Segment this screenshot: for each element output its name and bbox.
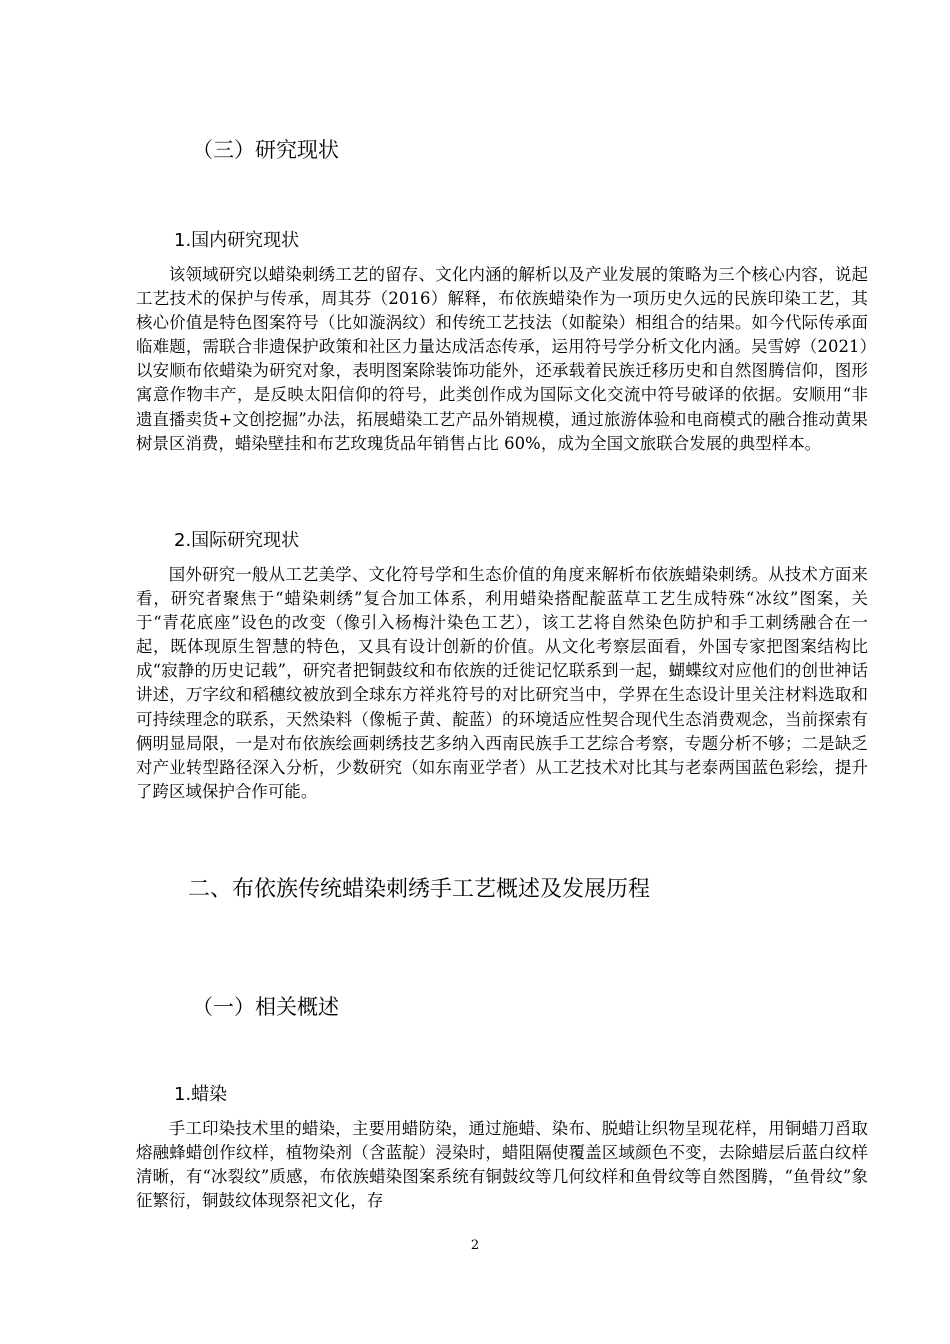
section-title-related-overview: （一）相关概述 <box>192 995 339 1019</box>
paragraph-domestic-research: 该领域研究以蜡染刺绣工艺的留存、文化内涵的解析以及产业发展的策略为三个核心内容，说起工艺技术的保护与传承，周其芬（2016）解释，布依族蜡染作为一项历史久远的民族印染工艺，其核心价值是特色图案符号（比如漩涡纹）和传统工艺技法（如靛染）相组合的结果。如今代际传承面临难题，需联合非遗保护政策和社区力量达成活态传承，运用符号学分析文化内涵。吴雪婷（2021）以安顺布依蜡染为研究对象，表明图案除装饰功能外，还承载着民族迁移历史和自然图腾信仰，图形寓意作物丰产，是反映太阳信仰的符号，此类创作成为国际文化交流中符号破译的依据。安顺用“非遗直播卖货+文创挖掘”办法，拓展蜡染工艺产品外销规模，通过旅游体验和电商模式的融合推动黄果树景区消费，蜡染壁挂和布艺玫瑰货品年销售占比 60%，成为全国文旅联合发展的典型样本。 <box>136 265 868 453</box>
subsection-title-batik: 1.蜡染 <box>174 1084 228 1105</box>
subsection-title-international: 2.国际研究现状 <box>174 530 300 551</box>
page-number: 2 <box>470 1238 480 1253</box>
paragraph-batik: 手工印染技术里的蜡染，主要用蜡防染，通过施蜡、染布、脱蜡让织物呈现花样，用铜蜡刀舀取熔融蜂蜡创作纹样，植物染剂（含蓝靛）浸染时，蜡阻隔使覆盖区域颜色不变，去除蜡层后蓝白纹样清晰，有“冰裂纹”质感，布依族蜡染图案系统有铜鼓纹等几何纹样和鱼骨纹等自然图腾，“鱼骨纹”象征繁衍，铜鼓纹体现祭祀文化，存 <box>136 1119 868 1211</box>
subsection-title-domestic: 1.国内研究现状 <box>174 230 300 251</box>
section-title-research-status: （三）研究现状 <box>192 138 339 162</box>
paragraph-international-research: 国外研究一般从工艺美学、文化符号学和生态价值的角度来解析布依族蜡染刺绣。从技术方面来看，研究者聚焦于“蜡染刺绣”复合加工体系，利用蜡染搭配靛蓝草工艺生成特殊“冰纹”图案，关于“青花底座”设色的改变（像引入杨梅汁染色工艺），该工艺将自然染色防护和手工刺绣融合在一起，既体现原生智慧的特色，又具有设计创新的价值。从文化考察层面看，外国专家把图案结构比成“寂静的历史记载”，研究者把铜鼓纹和布依族的迁徙记忆联系到一起，蝴蝶纹对应他们的创世神话讲述，万字纹和稻穗纹被放到全球东方祥兆符号的对比研究当中，学界在生态设计里关注材料选取和可持续理念的联系，天然染料（像栀子黄、靛蓝）的环境适应性契合现代生态消费观念，当前探索有俩明显局限，一是对布依族绘画刺绣技艺多纳入西南民族手工艺综合考察，专题分析不够；二是缺乏对产业转型路径深入分析，少数研究（如东南亚学者）从工艺技术对比其与老泰两国蓝色彩绘，提升了跨区域保护合作可能。 <box>136 565 868 801</box>
chapter-title-overview: 二、布依族传统蜡染刺绣手工艺概述及发展历程 <box>188 877 651 902</box>
